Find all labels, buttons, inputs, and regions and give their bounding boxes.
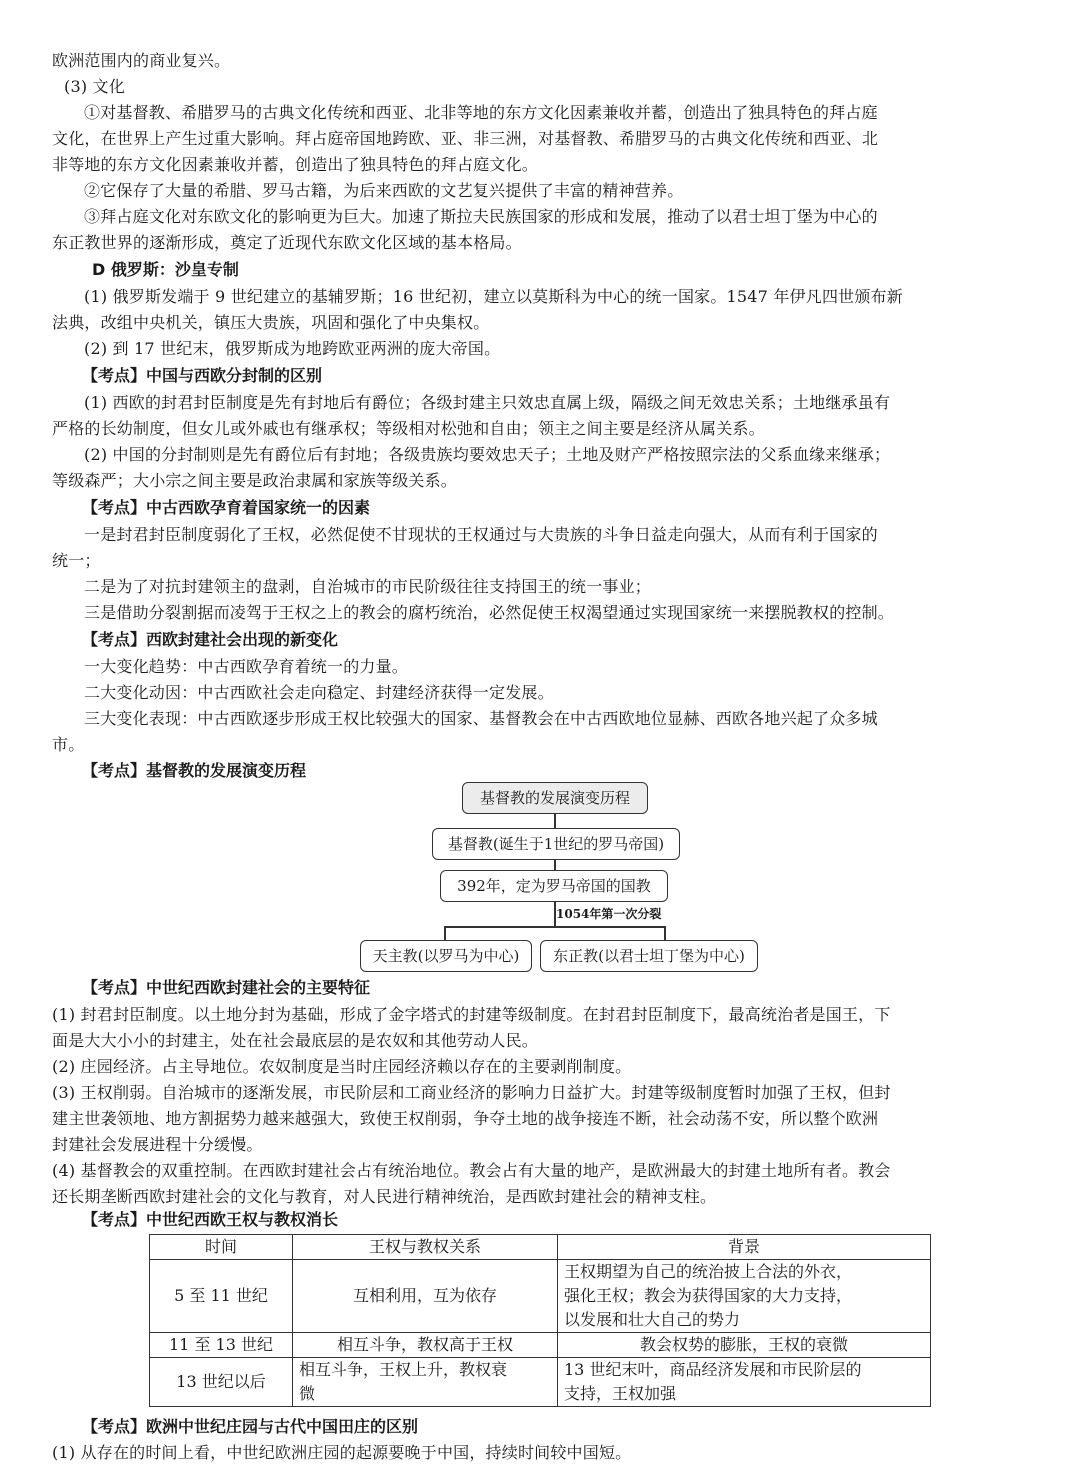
cell-line: 相互斗争，王权上升，教权衰: [299, 1360, 508, 1379]
flowchart-branch-orthodox: 东正教(以君士坦丁堡为中心): [540, 940, 758, 972]
section-heading-culture: (3) 文化: [64, 77, 125, 96]
flowchart-branch-catholic: 天主教(以罗马为中心): [360, 940, 532, 972]
table-cell-relation: 互相利用，互为依存: [293, 1260, 558, 1333]
text-line: ①对基督教、希腊罗马的古典文化传统和西亚、北非等地的东方文化因素兼收并蓄，创造出了独具特色的拜占庭: [84, 103, 878, 122]
cell-line: 支持，王权加强: [564, 1384, 677, 1403]
flowchart-step-birth: 基督教(诞生于1世纪的罗马帝国): [432, 828, 680, 860]
watermark-icon: [895, 1455, 1015, 1467]
cell-line: 以发展和壮大自己的势力: [564, 1310, 741, 1329]
text-line: (3) 王权削弱。自治城市的逐渐发展，市民阶层和工商业经济的影响力日益扩大。封建等级制度暂时加强了王权，但封: [52, 1083, 891, 1102]
text-line: (2) 到 17 世纪末，俄罗斯成为地跨欧亚两洲的庞大帝国。: [84, 339, 501, 358]
christianity-flowchart: [360, 782, 760, 974]
text-line: 法典，改组中央机关，镇压大贵族，巩固和强化了中央集权。: [52, 313, 490, 332]
text-line: (1) 封君封臣制度。以土地分封为基础，形成了金字塔式的封建等级制度。在封君封臣制度下，最高统治者是国王，下: [52, 1005, 891, 1024]
text-line: 二大变化动因：中古西欧社会走向稳定、封建经济获得一定发展。: [84, 683, 554, 702]
text-line: 一大变化趋势：中古西欧孕育着统一的力量。: [84, 657, 409, 676]
flowchart-branch-line: [444, 926, 664, 928]
flowchart-connector: [554, 860, 556, 870]
table-row: [150, 1333, 931, 1358]
flowchart-step-state-religion: 392年，定为罗马帝国的国教: [440, 870, 668, 902]
text-line: 等级森严；大小宗之间主要是政治隶属和家族等级关系。: [52, 471, 458, 490]
cell-line: 微: [299, 1384, 316, 1403]
text-line: 建主世袭领地、地方割据势力越来越强大，致使王权削弱，争夺土地的战争接连不断，社会动荡不安，所以整个欧洲: [52, 1109, 879, 1128]
text-line: 严格的长幼制度，但女儿或外戚也有继承权；等级相对松弛和自由；领主之间主要是经济从属关系。: [52, 419, 765, 438]
table-cell-time: 11 至 13 世纪: [150, 1333, 293, 1358]
cell-line: 强化王权；教会为获得国家的大力支持，: [564, 1286, 853, 1305]
table-cell-background: [558, 1358, 931, 1407]
exam-point-heading: 【考点】中世纪西欧封建社会的主要特征: [82, 978, 371, 997]
text-line: 文化，在世界上产生过重大影响。拜占庭帝国地跨欧、亚、非三洲，对基督教、希腊罗马的古典文化传统和西亚、北: [52, 129, 879, 148]
table-header-cell: 时间: [150, 1235, 293, 1260]
table-header-row: [150, 1235, 931, 1260]
cell-line: 13 世纪末叶，商品经济发展和市民阶层的: [564, 1360, 862, 1379]
table-header-cell: 背景: [558, 1235, 931, 1260]
table-cell-background: [558, 1333, 931, 1358]
exam-point-heading: 【考点】中世纪西欧王权与教权消长: [82, 1210, 339, 1229]
exam-point-heading: 【考点】中古西欧孕育着国家统一的因素: [82, 498, 371, 517]
table-cell-time: 5 至 11 世纪: [150, 1260, 293, 1333]
table-cell-relation: 相互斗争，教权高于王权: [293, 1333, 558, 1358]
table-cell-time: 13 世纪以后: [150, 1358, 293, 1407]
table-row: [150, 1358, 931, 1407]
text-line: (1) 西欧的封君封臣制度是先有封地后有爵位；各级封建主只效忠直属上级，隔级之间无效忠关系；土地继承虽有: [84, 393, 891, 412]
cell-line: 王权期望为自己的统治披上合法的外衣，: [564, 1262, 853, 1281]
text-line: (2) 中国的分封制则是先有爵位后有封地；各级贵族均要效忠天子；土地及财产严格按照宗法的父系血缘来继承；: [84, 445, 891, 464]
power-relation-table: [149, 1234, 931, 1407]
text-line: ③拜占庭文化对东欧文化的影响更为巨大。加速了斯拉夫民族国家的形成和发展，推动了以君士坦丁堡为中心的: [84, 207, 878, 226]
exam-point-heading: 【考点】欧洲中世纪庄园与古代中国田庄的区别: [82, 1417, 419, 1436]
table-cell-background: [558, 1260, 931, 1333]
text-line: 东正教世界的逐渐形成，奠定了近现代东欧文化区域的基本格局。: [52, 233, 522, 252]
text-line: (1) 从存在的时间上看，中世纪欧洲庄园的起源要晚于中国，持续时间较中国短。: [52, 1443, 632, 1462]
section-heading-russia: D 俄罗斯：沙皇专制: [92, 260, 239, 279]
text-line: 一是封君封臣制度弱化了王权，必然促使不甘现状的王权通过与大贵族的斗争日益走向强大，从而有利于国家的: [84, 525, 878, 544]
table-cell-relation: [293, 1358, 558, 1407]
text-line: (1) 俄罗斯发端于 9 世纪建立的基辅罗斯；16 世纪初，建立以莫斯科为中心的统一国家。1547 年伊凡四世颁布新: [84, 287, 903, 306]
text-line: 三是借助分裂割据而凌驾于王权之上的教会的腐朽统治，必然促使王权渴望通过实现国家统一来摆脱教权的控制。: [84, 603, 895, 622]
text-line: 非等地的东方文化因素兼收并蓄，创造出了独具特色的拜占庭文化。: [52, 155, 539, 174]
text-line: (2) 庄园经济。占主导地位。农奴制度是当时庄园经济赖以存在的主要剥削制度。: [52, 1057, 632, 1076]
text-line: 欧洲范围内的商业复兴。: [52, 51, 231, 70]
flowchart-split-label: 1054年第一次分裂: [556, 907, 662, 921]
flowchart-title-box: 基督教的发展演变历程: [462, 782, 648, 814]
exam-point-heading: 【考点】西欧封建社会出现的新变化: [82, 630, 339, 649]
flowchart-connector: [444, 926, 446, 940]
cell-line: 教会权势的膨胀，王权的衰微: [639, 1335, 848, 1354]
text-line: ②它保存了大量的希腊、罗马古籍，为后来西欧的文艺复兴提供了丰富的精神营养。: [84, 181, 684, 200]
text-line: 封建社会发展进程十分缓慢。: [52, 1135, 263, 1154]
text-line: 还长期垄断西欧封建社会的文化与教育，对人民进行精神统治，是西欧封建社会的精神支柱。: [52, 1187, 717, 1206]
text-line: 市。: [52, 735, 85, 754]
flowchart-connector: [554, 814, 556, 828]
table-row: [150, 1260, 931, 1333]
text-line: (4) 基督教会的双重控制。在西欧封建社会占有统治地位。教会占有大量的地产，是欧洲最大的封建土地所有者。教会: [52, 1161, 891, 1180]
text-line: 面是大大小小的封建主，处在社会最底层的是农奴和其他劳动人民。: [52, 1031, 539, 1050]
text-line: 三大变化表现：中古西欧逐步形成王权比较强大的国家、基督教会在中古西欧地位显赫、西欧各地兴起了众多城: [84, 709, 878, 728]
text-line: 统一；: [52, 551, 101, 570]
table-header-cell: 王权与教权关系: [293, 1235, 558, 1260]
exam-point-heading: 【考点】基督教的发展演变历程: [82, 761, 307, 780]
flowchart-connector: [664, 926, 666, 940]
text-line: 二是为了对抗封建领主的盘剥，自治城市的市民阶级往往支持国王的统一事业；: [84, 577, 652, 596]
exam-point-heading: 【考点】中国与西欧分封制的区别: [82, 366, 323, 385]
